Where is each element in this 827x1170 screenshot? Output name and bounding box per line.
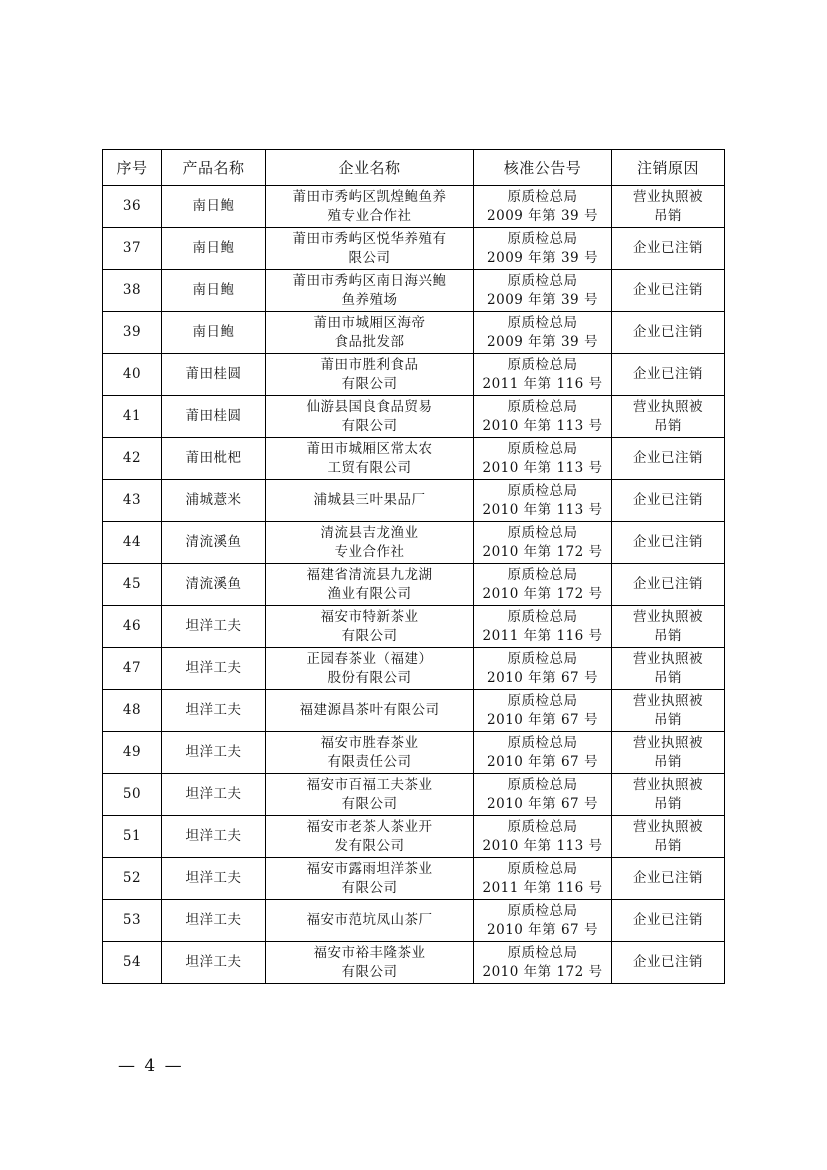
cell-announcement-line: 2010 年第 113 号	[482, 459, 603, 476]
cell-announcement-line: 原质检总局	[507, 566, 578, 583]
cell-seq: 48	[103, 690, 162, 732]
cell-announcement-line: 2010 年第 67 号	[487, 669, 598, 686]
revocation-table	[102, 149, 725, 984]
cell-company	[266, 648, 474, 690]
cell-company-line: 有限公司	[341, 627, 398, 644]
cell-announcement-line: 原质检总局	[507, 650, 578, 667]
cell-announcement	[474, 648, 612, 690]
cell-reason-line: 营业执照被	[633, 650, 703, 667]
cell-reason-line: 营业执照被	[633, 398, 703, 415]
cell-company-line: 有限公司	[341, 417, 398, 434]
cell-reason	[612, 900, 725, 942]
cell-company-line: 发有限公司	[334, 837, 405, 854]
cell-announcement-line: 原质检总局	[507, 776, 578, 793]
cell-company-line: 莆田市秀屿区南日海兴鲍	[292, 272, 447, 289]
cell-announcement	[474, 228, 612, 270]
cell-reason-line: 企业已注销	[633, 534, 703, 550]
cell-announcement	[474, 774, 612, 816]
cell-reason-line: 营业执照被	[633, 188, 703, 205]
cell-company-line: 福安市裕丰隆茶业	[313, 944, 426, 961]
table-row	[103, 900, 725, 942]
cell-seq: 45	[103, 564, 162, 606]
cell-company-line: 浦城县三叶果品厂	[313, 492, 426, 508]
cell-announcement-line: 2009 年第 39 号	[487, 333, 598, 350]
cell-company-line: 有限责任公司	[327, 753, 412, 770]
cell-company-line: 福安市范坑凤山茶厂	[306, 912, 433, 928]
cell-reason-line: 企业已注销	[633, 282, 703, 298]
cell-company	[266, 270, 474, 312]
cell-product: 坦洋工夫	[162, 900, 266, 942]
cell-announcement-line: 2009 年第 39 号	[487, 207, 598, 224]
cell-product: 南日鲍	[162, 228, 266, 270]
cell-seq: 54	[103, 942, 162, 984]
cell-announcement-line: 2010 年第 172 号	[482, 585, 603, 602]
cell-seq: 43	[103, 480, 162, 522]
cell-company	[266, 186, 474, 228]
cell-product: 坦洋工夫	[162, 942, 266, 984]
header-product: 产品名称	[162, 150, 266, 186]
cell-company-line: 工贸有限公司	[327, 459, 412, 476]
cell-announcement-line: 原质检总局	[507, 692, 578, 709]
cell-announcement	[474, 942, 612, 984]
cell-product: 南日鲍	[162, 312, 266, 354]
cell-announcement	[474, 396, 612, 438]
cell-reason	[612, 270, 725, 312]
cell-reason-line: 营业执照被	[633, 608, 703, 625]
cell-company-line: 福安市胜春茶业	[320, 734, 419, 751]
table-body	[103, 186, 725, 984]
cell-announcement	[474, 564, 612, 606]
cell-seq: 36	[103, 186, 162, 228]
cell-announcement-line: 原质检总局	[507, 272, 578, 289]
cell-announcement	[474, 522, 612, 564]
cell-announcement	[474, 438, 612, 480]
cell-reason	[612, 438, 725, 480]
table-row	[103, 564, 725, 606]
cell-announcement-line: 原质检总局	[507, 188, 578, 205]
cell-company	[266, 858, 474, 900]
cell-company	[266, 480, 474, 522]
cell-company	[266, 900, 474, 942]
cell-announcement-line: 2011 年第 116 号	[482, 627, 603, 644]
cell-reason	[612, 606, 725, 648]
cell-reason-line: 吊销	[654, 837, 682, 854]
cell-announcement-line: 2010 年第 67 号	[487, 753, 598, 770]
cell-company-line: 仙游县国良食品贸易	[306, 398, 433, 415]
cell-announcement	[474, 186, 612, 228]
table-row	[103, 858, 725, 900]
cell-company-line: 食品批发部	[334, 333, 405, 350]
table-row	[103, 648, 725, 690]
cell-announcement	[474, 480, 612, 522]
cell-company-line: 股份有限公司	[327, 669, 412, 686]
cell-seq: 47	[103, 648, 162, 690]
cell-company-line: 福安市百福工夫茶业	[306, 776, 433, 793]
cell-reason-line: 吊销	[654, 627, 682, 644]
cell-reason-line: 营业执照被	[633, 692, 703, 709]
cell-seq: 38	[103, 270, 162, 312]
cell-seq: 50	[103, 774, 162, 816]
cell-reason-line: 营业执照被	[633, 818, 703, 835]
cell-reason-line: 企业已注销	[633, 324, 703, 340]
cell-seq: 51	[103, 816, 162, 858]
cell-reason	[612, 858, 725, 900]
cell-announcement	[474, 900, 612, 942]
cell-company-line: 莆田市秀屿区凯煌鲍鱼养	[292, 188, 447, 205]
table-row	[103, 438, 725, 480]
cell-announcement-line: 2010 年第 67 号	[487, 711, 598, 728]
cell-product: 清流溪鱼	[162, 564, 266, 606]
cell-company-line: 专业合作社	[334, 543, 405, 560]
cell-announcement-line: 原质检总局	[507, 734, 578, 751]
cell-reason	[612, 396, 725, 438]
cell-seq: 44	[103, 522, 162, 564]
cell-announcement-line: 2009 年第 39 号	[487, 249, 598, 266]
cell-reason-line: 吊销	[654, 711, 682, 728]
cell-seq: 42	[103, 438, 162, 480]
table-row	[103, 690, 725, 732]
table-row	[103, 480, 725, 522]
cell-reason	[612, 186, 725, 228]
cell-reason-line: 企业已注销	[633, 240, 703, 256]
cell-announcement-line: 2010 年第 113 号	[482, 501, 603, 518]
cell-reason	[612, 480, 725, 522]
table-row	[103, 774, 725, 816]
cell-announcement	[474, 606, 612, 648]
cell-company-line: 福安市特新茶业	[320, 608, 419, 625]
cell-reason	[612, 942, 725, 984]
table-row	[103, 816, 725, 858]
cell-company-line: 莆田市城厢区常太农	[306, 440, 433, 457]
cell-announcement-line: 原质检总局	[507, 524, 578, 541]
cell-announcement-line: 原质检总局	[507, 482, 578, 499]
cell-reason-line: 企业已注销	[633, 576, 703, 592]
cell-company-line: 清流县吉龙渔业	[320, 524, 419, 541]
cell-reason-line: 营业执照被	[633, 734, 703, 751]
header-reason: 注销原因	[612, 150, 725, 186]
header-announcement: 核准公告号	[474, 150, 612, 186]
cell-company-line: 正园春茶业（福建）	[306, 650, 433, 667]
cell-reason-line: 企业已注销	[633, 366, 703, 382]
cell-reason-line: 企业已注销	[633, 492, 703, 508]
cell-company	[266, 942, 474, 984]
cell-company	[266, 564, 474, 606]
cell-announcement-line: 原质检总局	[507, 944, 578, 961]
cell-reason-line: 企业已注销	[633, 954, 703, 970]
cell-reason-line: 企业已注销	[633, 870, 703, 886]
cell-announcement-line: 2010 年第 172 号	[482, 543, 603, 560]
cell-reason	[612, 816, 725, 858]
table-row	[103, 942, 725, 984]
cell-announcement-line: 原质检总局	[507, 314, 578, 331]
cell-reason-line: 吊销	[654, 417, 682, 434]
cell-reason-line: 吊销	[654, 669, 682, 686]
cell-seq: 49	[103, 732, 162, 774]
cell-company-line: 福安市露雨坦洋茶业	[306, 860, 433, 877]
cell-product: 莆田桂圆	[162, 354, 266, 396]
cell-product: 坦洋工夫	[162, 732, 266, 774]
cell-company	[266, 690, 474, 732]
cell-announcement	[474, 270, 612, 312]
cell-reason-line: 企业已注销	[633, 450, 703, 466]
cell-reason	[612, 648, 725, 690]
cell-announcement-line: 原质检总局	[507, 356, 578, 373]
cell-product: 南日鲍	[162, 186, 266, 228]
cell-reason	[612, 774, 725, 816]
cell-company-line: 福建源昌茶叶有限公司	[299, 702, 440, 718]
cell-seq: 53	[103, 900, 162, 942]
cell-company	[266, 774, 474, 816]
table-row	[103, 606, 725, 648]
cell-announcement-line: 原质检总局	[507, 818, 578, 835]
cell-announcement	[474, 858, 612, 900]
cell-reason-line: 企业已注销	[633, 912, 703, 928]
cell-product: 坦洋工夫	[162, 816, 266, 858]
table-row	[103, 228, 725, 270]
cell-company-line: 莆田市胜利食品	[320, 356, 419, 373]
cell-seq: 41	[103, 396, 162, 438]
header-company: 企业名称	[266, 150, 474, 186]
cell-product: 清流溪鱼	[162, 522, 266, 564]
cell-company	[266, 522, 474, 564]
cell-product: 南日鲍	[162, 270, 266, 312]
cell-announcement-line: 2010 年第 67 号	[487, 795, 598, 812]
cell-company-line: 福建省清流县九龙湖	[306, 566, 433, 583]
table-row	[103, 522, 725, 564]
cell-reason-line: 吊销	[654, 795, 682, 812]
cell-announcement-line: 原质检总局	[507, 608, 578, 625]
cell-reason	[612, 522, 725, 564]
cell-announcement	[474, 732, 612, 774]
cell-product: 浦城薏米	[162, 480, 266, 522]
cell-announcement-line: 原质检总局	[507, 440, 578, 457]
cell-announcement-line: 2011 年第 116 号	[482, 375, 603, 392]
cell-announcement-line: 2011 年第 116 号	[482, 879, 603, 896]
cell-company	[266, 438, 474, 480]
table-row	[103, 732, 725, 774]
cell-company-line: 鱼养殖场	[341, 291, 398, 308]
cell-reason	[612, 732, 725, 774]
cell-announcement	[474, 816, 612, 858]
table-row	[103, 270, 725, 312]
cell-company-line: 渔业有限公司	[327, 585, 412, 602]
table-row	[103, 312, 725, 354]
cell-company-line: 莆田市城厢区海帝	[313, 314, 426, 331]
cell-company-line: 有限公司	[341, 795, 398, 812]
page-number: — 4 —	[118, 1056, 184, 1076]
cell-company-line: 有限公司	[341, 879, 398, 896]
cell-announcement-line: 原质检总局	[507, 398, 578, 415]
table-row	[103, 186, 725, 228]
cell-company	[266, 396, 474, 438]
cell-product: 坦洋工夫	[162, 606, 266, 648]
cell-announcement-line: 原质检总局	[507, 860, 578, 877]
cell-product: 莆田桂圆	[162, 396, 266, 438]
cell-announcement-line: 2009 年第 39 号	[487, 291, 598, 308]
table-row	[103, 396, 725, 438]
cell-product: 坦洋工夫	[162, 648, 266, 690]
cell-company	[266, 816, 474, 858]
cell-announcement-line: 原质检总局	[507, 902, 578, 919]
cell-product: 坦洋工夫	[162, 858, 266, 900]
cell-product: 莆田枇杷	[162, 438, 266, 480]
cell-announcement-line: 2010 年第 172 号	[482, 963, 603, 980]
cell-reason	[612, 564, 725, 606]
cell-product: 坦洋工夫	[162, 774, 266, 816]
header-seq: 序号	[103, 150, 162, 186]
cell-company-line: 有限公司	[341, 375, 398, 392]
cell-seq: 46	[103, 606, 162, 648]
cell-reason	[612, 354, 725, 396]
cell-seq: 39	[103, 312, 162, 354]
cell-reason	[612, 690, 725, 732]
table-row	[103, 354, 725, 396]
cell-reason	[612, 228, 725, 270]
cell-company-line: 福安市老茶人茶业开	[306, 818, 433, 835]
cell-reason-line: 吊销	[654, 753, 682, 770]
cell-announcement	[474, 690, 612, 732]
cell-announcement-line: 2010 年第 113 号	[482, 837, 603, 854]
cell-product: 坦洋工夫	[162, 690, 266, 732]
cell-company	[266, 354, 474, 396]
cell-announcement	[474, 354, 612, 396]
cell-company	[266, 228, 474, 270]
cell-announcement-line: 2010 年第 67 号	[487, 921, 598, 938]
cell-company-line: 有限公司	[341, 963, 398, 980]
table-header-row	[103, 150, 725, 186]
cell-company-line: 限公司	[348, 249, 391, 266]
cell-company	[266, 732, 474, 774]
cell-company	[266, 606, 474, 648]
cell-seq: 37	[103, 228, 162, 270]
cell-seq: 40	[103, 354, 162, 396]
cell-reason	[612, 312, 725, 354]
cell-seq: 52	[103, 858, 162, 900]
cell-company-line: 殖专业合作社	[327, 207, 412, 224]
cell-company-line: 莆田市秀屿区悦华养殖有	[292, 230, 447, 247]
cell-reason-line: 吊销	[654, 207, 682, 224]
cell-announcement-line: 原质检总局	[507, 230, 578, 247]
cell-company	[266, 312, 474, 354]
cell-reason-line: 营业执照被	[633, 776, 703, 793]
cell-announcement-line: 2010 年第 113 号	[482, 417, 603, 434]
cell-announcement	[474, 312, 612, 354]
